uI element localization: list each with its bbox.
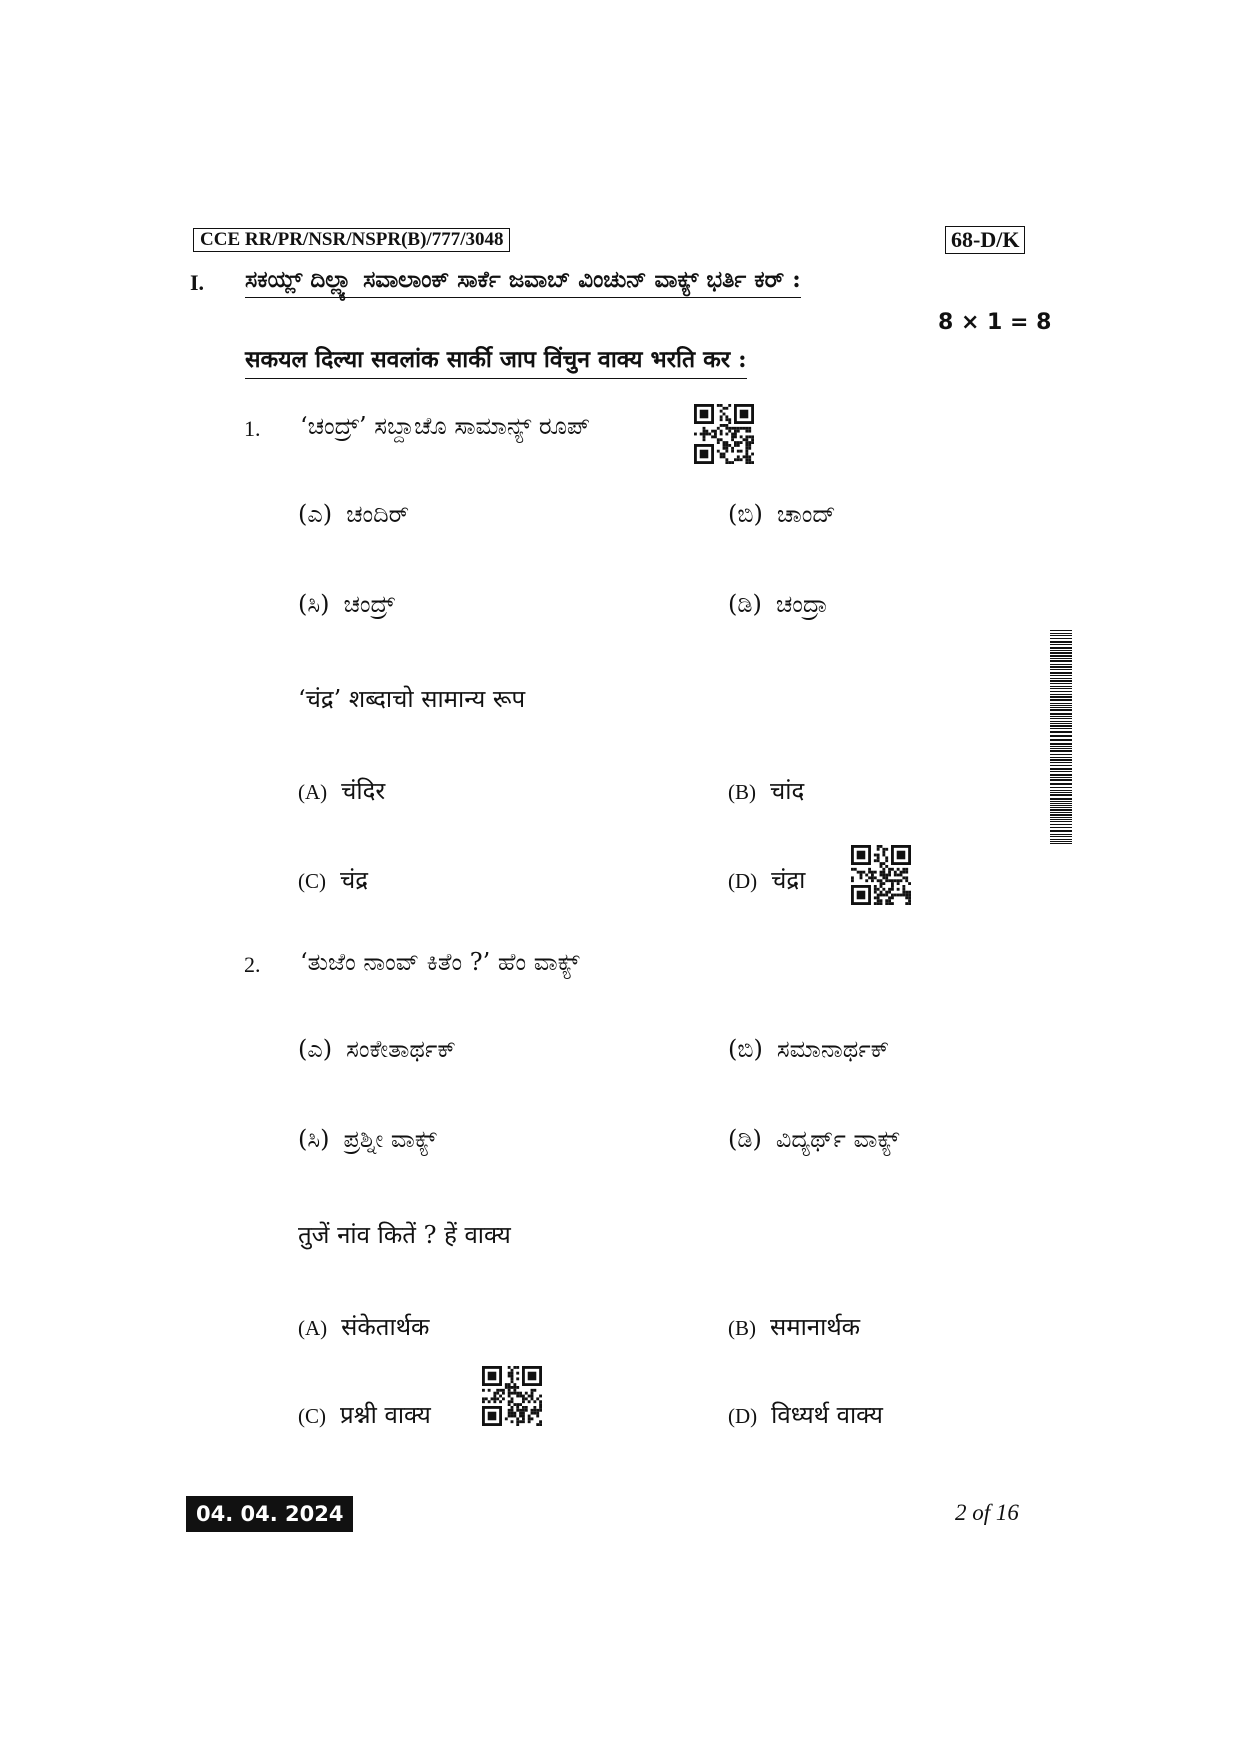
question-text-kannada: ‘ತುಜೆಂ ನಾಂವ್ ಕಿತೆಂ ?’ ಹೆಂ ವಾಕ್ಯ್ (300, 948, 580, 976)
exam-code: CCE RR/PR/NSR/NSPR(B)/777/3048 (193, 228, 510, 252)
option-text: प्रश्नी वाक्य (340, 1401, 431, 1429)
option-label: (ಸಿ) (298, 1125, 330, 1153)
option-text: चंद्रा (771, 866, 806, 894)
qr-code-icon (694, 404, 754, 464)
option-label: (B) (728, 780, 756, 804)
option-label: (C) (298, 1404, 326, 1428)
option-text: ಚಾಂದ್ (776, 500, 836, 528)
option-d-devanagari (728, 863, 805, 896)
option-c-devanagari (298, 1398, 431, 1431)
question-text-kannada: ‘ಚಂದ್ರ್’ ಸಬ್ದಾಚೊ ಸಾಮಾನ್ಯ್ ರೂಪ್ (300, 412, 591, 440)
option-text: ಚಂದಿರ್ (346, 500, 410, 528)
marks-scheme: 8 × 1 = 8 (938, 310, 1052, 335)
question-number: 1. (244, 416, 261, 441)
option-b-devanagari (728, 1310, 860, 1343)
option-text: ಚಂದ್ರಾ (775, 590, 828, 618)
option-b-kannada (728, 500, 836, 528)
option-text: चंद्र (340, 866, 368, 894)
option-a-devanagari (298, 1310, 429, 1343)
option-text: संकेतार्थक (341, 1313, 430, 1341)
option-text: ಪ್ರಶ್ನೀ ವಾಕ್ಯ್ (343, 1125, 437, 1153)
option-label: (ಬಿ) (728, 500, 763, 528)
option-d-kannada (728, 1125, 899, 1153)
option-a-devanagari (298, 774, 385, 807)
paper-code: 68-D/K (945, 226, 1025, 254)
question-number: 2. (244, 952, 261, 977)
option-text: ವಿದ್ಯರ್ಥ್ ವಾಕ್ಯ್ (775, 1125, 900, 1153)
option-a-kannada (298, 500, 409, 528)
option-text: समानार्थक (770, 1313, 861, 1341)
option-b-kannada (728, 1035, 889, 1063)
section-number: I. (190, 270, 205, 295)
option-label: (ಸಿ) (298, 590, 330, 618)
option-text: चांद (770, 777, 805, 805)
qr-code-icon (482, 1366, 542, 1426)
option-label: (B) (728, 1316, 756, 1340)
option-label: (D) (728, 1404, 758, 1428)
option-label: (ಬಿ) (728, 1035, 763, 1063)
option-label: (ಡಿ) (728, 590, 762, 618)
option-label: (ಎ) (298, 500, 333, 528)
option-a-kannada (298, 1035, 456, 1063)
question-text-devanagari: तुजें नांव कितें ? हें वाक्य (298, 1221, 511, 1249)
option-b-devanagari (728, 774, 804, 807)
barcode-icon (1050, 630, 1072, 844)
option-text: ಸಂಕೇತಾರ್ಥಕ್ (346, 1035, 456, 1063)
option-d-devanagari (728, 1398, 883, 1431)
option-text: ಸಮಾನಾರ್ಥಕ್ (776, 1035, 890, 1063)
option-c-kannada (298, 590, 395, 618)
option-c-kannada (298, 1125, 437, 1153)
option-label: (C) (298, 869, 326, 893)
option-text: ಚಂದ್ರ್ (343, 590, 395, 618)
option-label: (D) (728, 869, 758, 893)
instruction-devanagari: सकयल दिल्या सवलांक सार्की जाप विंचुन वाक्य भरति कर : (245, 342, 747, 379)
option-d-kannada (728, 590, 828, 618)
instruction-kannada: ಸಕಯ್ಲ್ ದಿಲ್ಲ್ಯಾ ಸವಾಲಾಂಕ್ ಸಾರ್ಕೆ ಜವಾಬ್ ವಿಂಚುನ್ ವಾಕ್ಯ್ ಭರ್ತಿ ಕರ್ : (245, 266, 801, 298)
exam-date: 04. 04. 2024 (186, 1496, 353, 1532)
option-label: (A) (298, 1316, 328, 1340)
option-label: (ಡಿ) (728, 1125, 762, 1153)
option-text: चंदिर (341, 777, 386, 805)
option-text: विध्यर्थ वाक्य (771, 1401, 883, 1429)
option-label: (A) (298, 780, 328, 804)
option-label: (ಎ) (298, 1035, 333, 1063)
qr-code-icon (851, 845, 911, 905)
page-number: 2 of 16 (955, 1500, 1019, 1525)
option-c-devanagari (298, 863, 368, 896)
question-text-devanagari: ‘चंद्र’ शब्दाचो सामान्य रूप (298, 685, 526, 713)
